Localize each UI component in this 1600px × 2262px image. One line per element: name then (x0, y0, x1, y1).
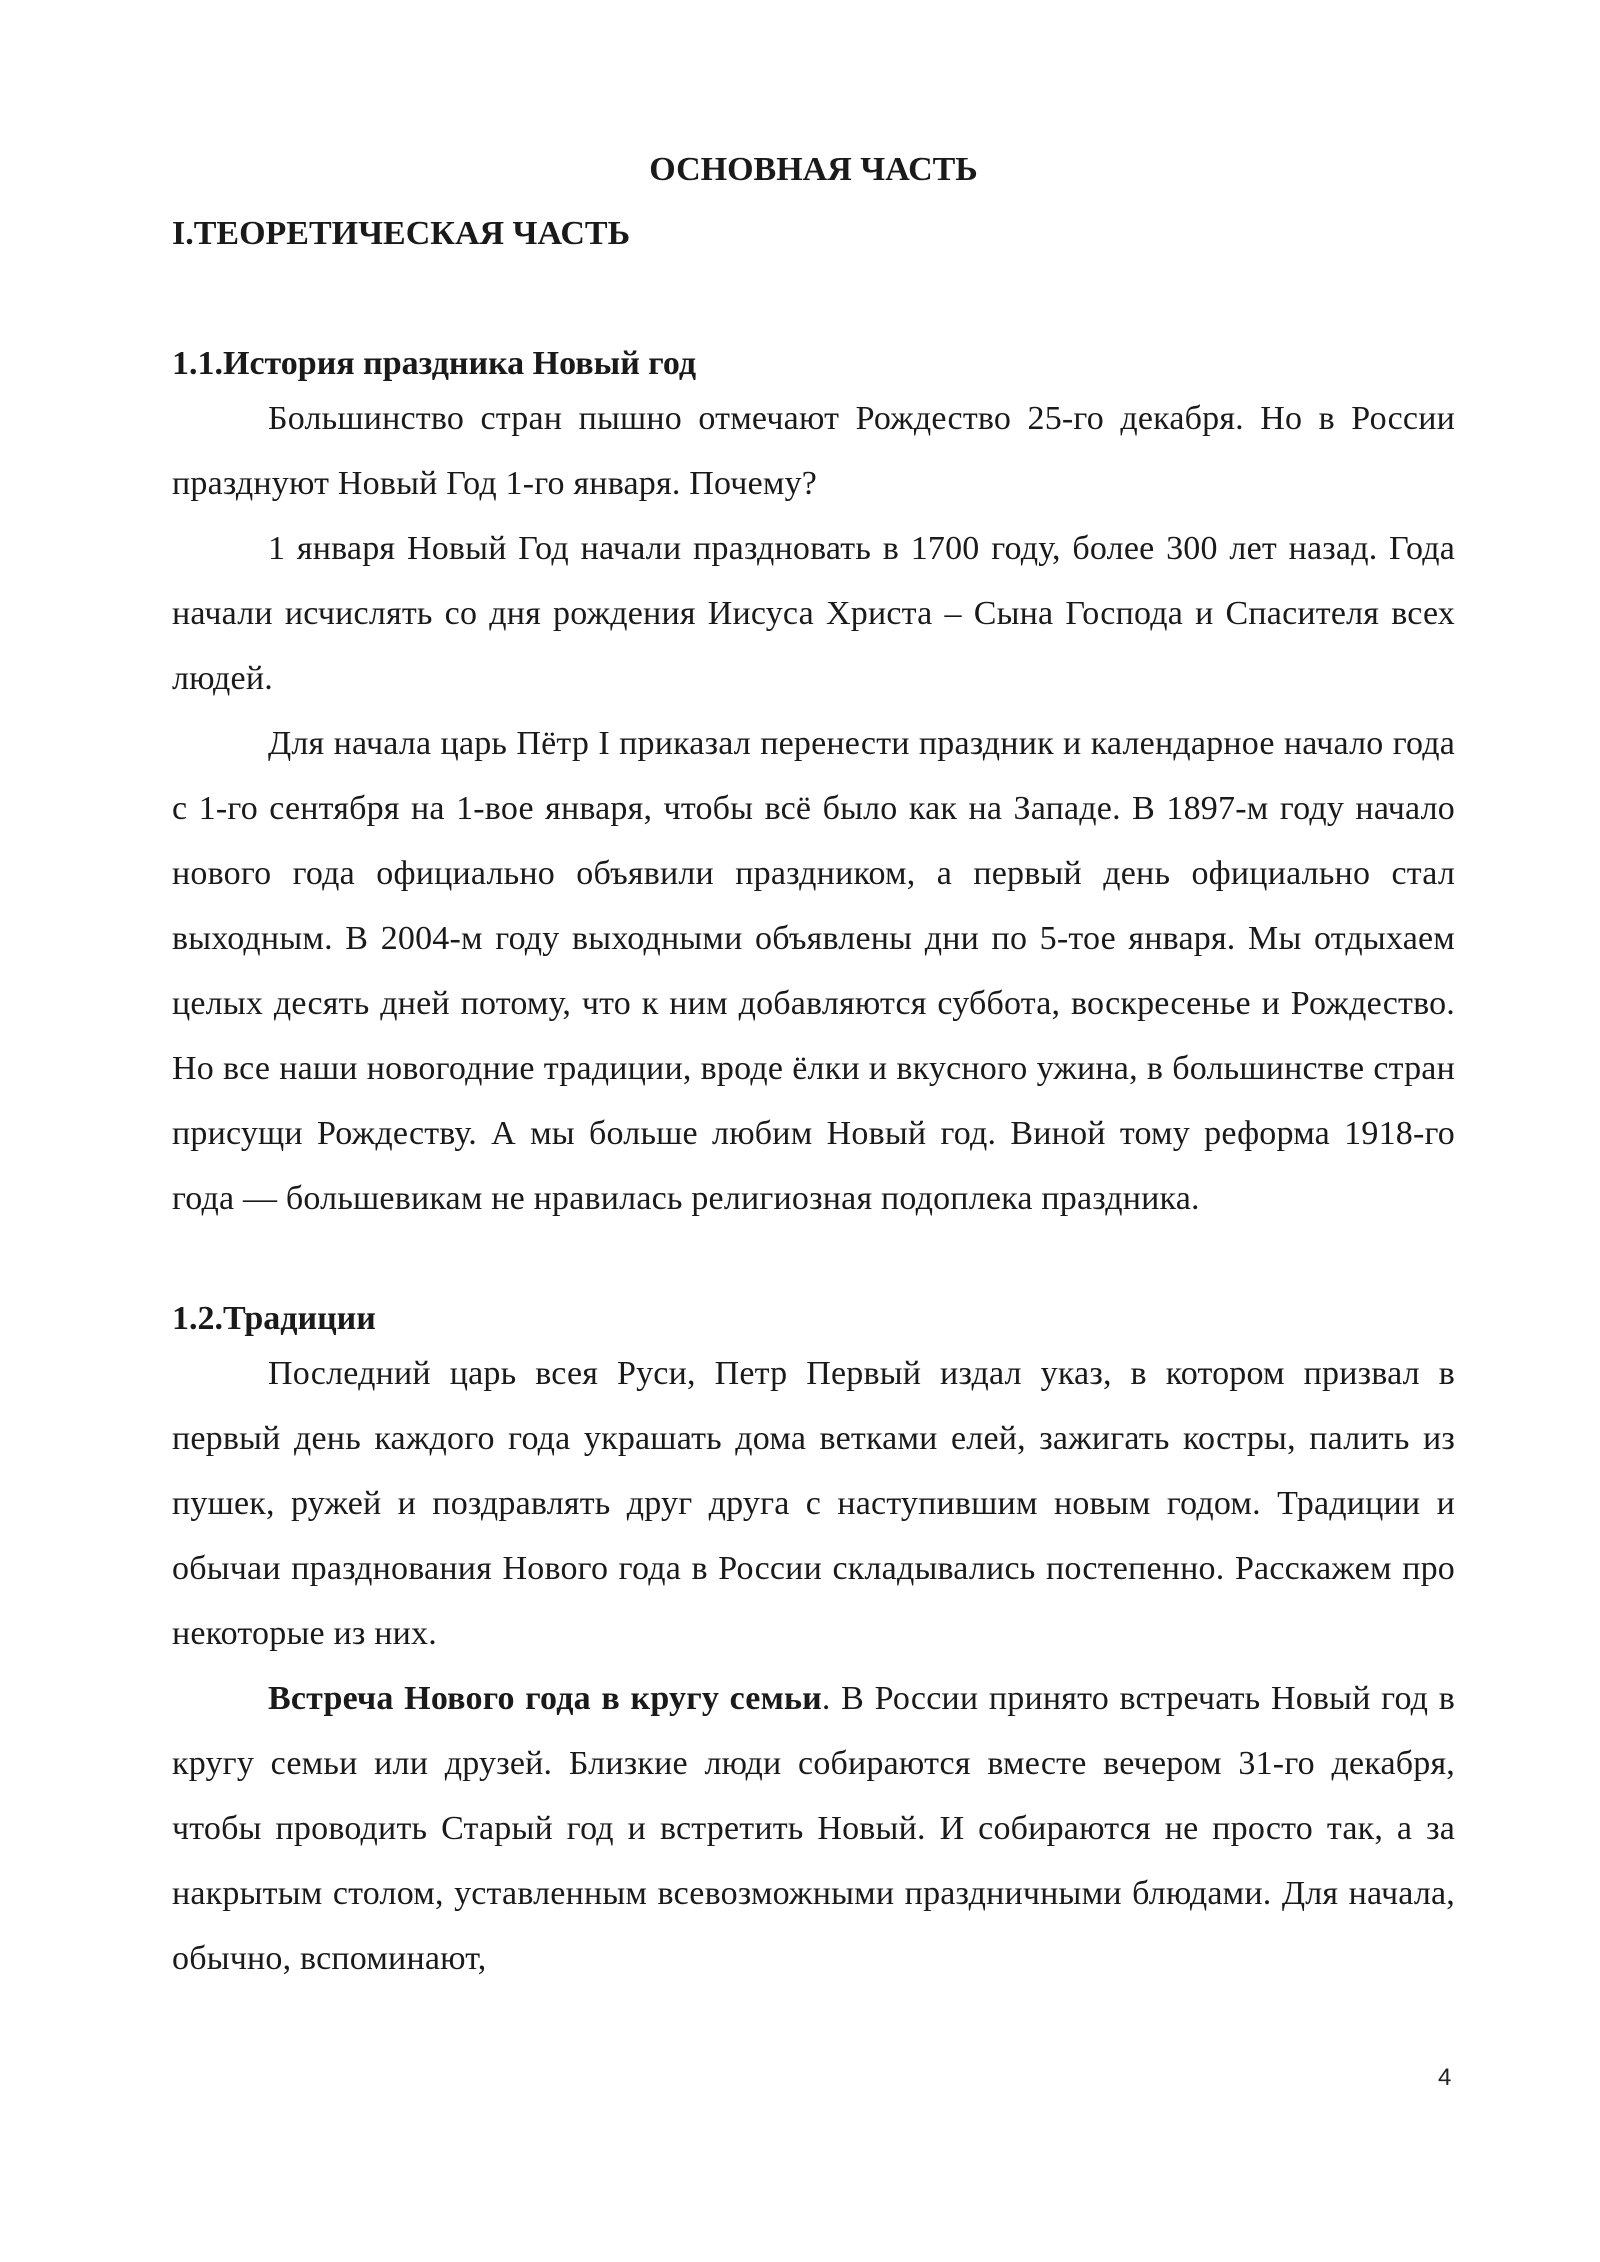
paragraph-bold-lead: Встреча Нового года в кругу семьи (268, 1680, 822, 1717)
paragraph-lead-rest: . В России принято встречать Новый год в кругу семьи или друзей. Близкие люди собираются вместе вечером 31-го декабря, чтобы проводить Старый год и встретить Новый. И собираются не просто так, а за накрытым столом, уставленным всевозможными праздничными блюдами. Для начала, обычно, вспоминают, (172, 1680, 1455, 1977)
page-content (172, 148, 1455, 1991)
part-title: I.ТЕОРЕТИЧЕСКАЯ ЧАСТЬ (172, 215, 631, 252)
page-number: 4 (1438, 2064, 1452, 2091)
section-title-traditions: 1.2.Традиции (172, 1300, 376, 1337)
paragraph-history-1: Большинство стран пышно отмечают Рождество 25-го декабря. Но в России празднуют Новый Год 1-го января. Почему? (172, 400, 1455, 502)
paragraph-history-3: Для начала царь Пётр I приказал перенести праздник и календарное начало года с 1-го сентября на 1-вое января, чтобы всё было как на Западе. В 1897-м году начало нового года официально объявили праздником, а первый день официально стал выходным. В 2004-м году выходными объявлены дни по 5-тое января. Мы отдыхаем целых десять дней потому, что к ним добавляются суббота, воскресенье и Рождество. Но все наши новогодние традиции, вроде ёлки и вкусного ужина, в большинстве стран присущи Рождеству. А мы больше любим Новый год. Виной тому реформа 1918-го года — большевикам не нравилась религиозная подоплека праздника. (172, 725, 1455, 1217)
paragraph-history-2: 1 января Новый Год начали праздновать в 1700 году, более 300 лет назад. Года начали исчислять со дня рождения Иисуса Христа – Сына Господа и Спасителя всех людей. (172, 530, 1455, 697)
main-title: ОСНОВНАЯ ЧАСТЬ (649, 151, 978, 188)
paragraph-traditions-1: Последний царь всея Руси, Петр Первый издал указ, в котором призвал в первый день каждого года украшать дома ветками елей, зажигать костры, палить из пушек, ружей и поздравлять друг друга с наступившим новым годом. Традиции и обычаи празднования Нового года в России складывались постепенно. Расскажем про некоторые из них. (172, 1355, 1455, 1652)
section-title-history: 1.1.История праздника Новый год (172, 345, 697, 382)
paragraph-traditions-2 (172, 1666, 1455, 1991)
